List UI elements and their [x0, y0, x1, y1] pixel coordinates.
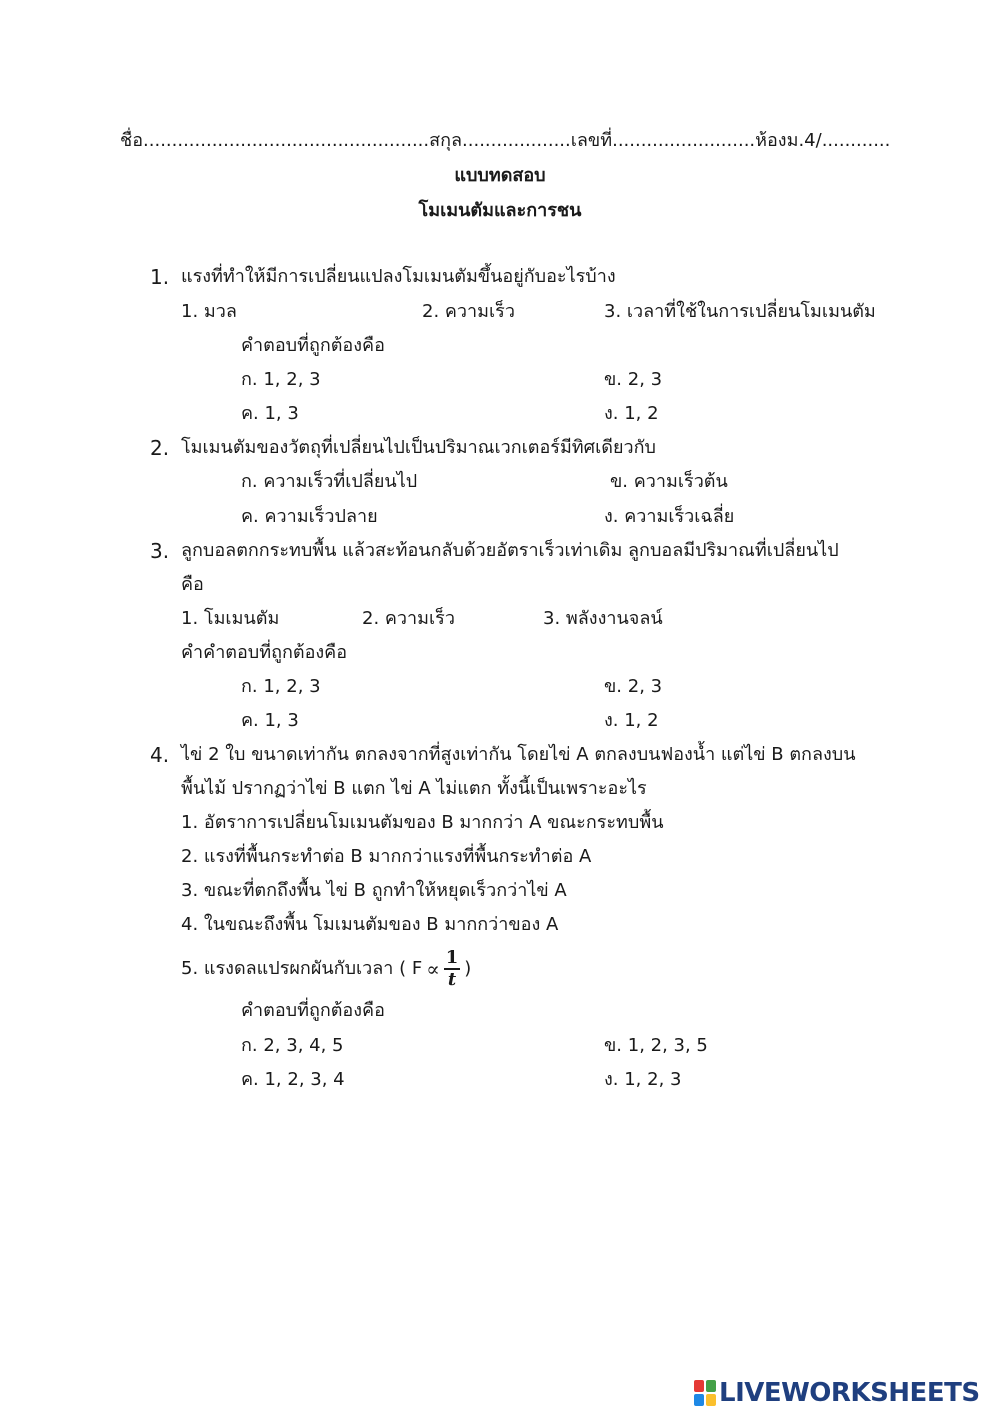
- choice-option[interactable]: ข. ความเร็วต้น: [610, 471, 728, 492]
- formula-suffix: ): [464, 958, 472, 979]
- list-item: 1. โมเมนตัม: [181, 608, 280, 629]
- question-text: โมเมนตัมของวัตถุที่เปลี่ยนไปเป็นปริมาณเวกเตอร์มีทิศเดียวกับ: [181, 437, 656, 458]
- list-item: 2. แรงที่พื้นกระทำต่อ B มากกว่าแรงที่พื้นกระทำต่อ A: [181, 846, 592, 867]
- choice-option[interactable]: ง. ความเร็วเฉลี่ย: [604, 506, 735, 527]
- fraction-numerator: 1: [445, 947, 459, 968]
- question-text: ไข่ 2 ใบ ขนาดเท่ากัน ตกลงจากที่สูงเท่ากัน โดยไข่ A ตกลงบนฟองน้ำ แต่ไข่ B ตกลงบน: [181, 744, 856, 765]
- logo-text: LIVEWORKSHEETS: [719, 1378, 980, 1408]
- choice-option[interactable]: ค. ความเร็วปลาย: [241, 506, 378, 527]
- choice-option[interactable]: ค. 1, 3: [241, 403, 299, 424]
- logo-icon: [694, 1380, 716, 1406]
- choice-option[interactable]: ง. 1, 2: [604, 710, 659, 731]
- answer-prompt: คำตอบที่ถูกต้องคือ: [241, 1000, 385, 1021]
- liveworksheets-logo: [694, 1376, 980, 1410]
- choice-option[interactable]: ข. 2, 3: [604, 369, 663, 390]
- list-item: 3. พลังงานจลน์: [543, 608, 663, 629]
- list-item: 3. ขณะที่ตกถึงพื้น ไข่ B ถูกทำให้หยุดเร็วกว่าไข่ A: [181, 880, 567, 901]
- answer-prompt: คำคำตอบที่ถูกต้องคือ: [181, 642, 348, 663]
- choice-option[interactable]: ก. 1, 2, 3: [241, 369, 321, 390]
- list-item: 1. มวล: [181, 301, 237, 322]
- question-text: ลูกบอลตกกระทบพื้น แล้วสะท้อนกลับด้วยอัตราเร็วเท่าเดิม ลูกบอลมีปริมาณที่เปลี่ยนไป: [181, 540, 839, 561]
- question-text-continued: พื้นไม้ ปรากฏว่าไข่ B แตก ไข่ A ไม่แตก ทั้งนี้เป็นเพราะอะไร: [181, 778, 647, 799]
- question-text-continued: คือ: [181, 574, 204, 595]
- choice-option[interactable]: ก. ความเร็วที่เปลี่ยนไป: [241, 471, 418, 492]
- list-item: 3. เวลาที่ใช้ในการเปลี่ยนโมเมนตัม: [604, 301, 876, 322]
- proportional-symbol: ∝: [426, 957, 440, 981]
- list-item: 2. ความเร็ว: [422, 301, 515, 322]
- list-item: 1. อัตราการเปลี่ยนโมเมนตัมของ B มากกว่า A ขณะกระทบพื้น: [181, 812, 664, 833]
- choice-option[interactable]: ค. 1, 2, 3, 4: [241, 1069, 345, 1090]
- choice-option[interactable]: ค. 1, 3: [241, 710, 299, 731]
- student-info-line: ชื่อ..................................................สกุล...................เลขที่.........................ห้องม.4/............: [120, 130, 891, 151]
- page-subtitle: โมเมนตัมและการชน: [418, 200, 582, 221]
- question-text: แรงที่ทำให้มีการเปลี่ยนแปลงโมเมนตัมขึ้นอยู่กับอะไรบ้าง: [181, 266, 616, 287]
- choice-option[interactable]: ก. 1, 2, 3: [241, 676, 321, 697]
- choice-option[interactable]: ข. 2, 3: [604, 676, 663, 697]
- question-number: 2.: [150, 436, 170, 460]
- answer-prompt: คำตอบที่ถูกต้องคือ: [241, 335, 385, 356]
- choice-option[interactable]: ข. 1, 2, 3, 5: [604, 1035, 708, 1056]
- choice-option[interactable]: ก. 2, 3, 4, 5: [241, 1035, 344, 1056]
- question-number: 4.: [150, 743, 170, 767]
- formula-prefix: 5. แรงดลแปรผกผันกับเวลา ( F: [181, 958, 423, 979]
- question-number: 3.: [150, 539, 170, 563]
- fraction-denominator: t: [447, 969, 457, 990]
- list-item: 4. ในขณะถึงพื้น โมเมนตัมของ B มากกว่าของ A: [181, 914, 559, 935]
- fraction: [444, 948, 461, 990]
- list-item: 2. ความเร็ว: [362, 608, 455, 629]
- page-title: แบบทดสอบ: [454, 165, 546, 186]
- list-item-formula: [181, 944, 471, 994]
- choice-option[interactable]: ง. 1, 2: [604, 403, 659, 424]
- question-number: 1.: [150, 265, 170, 289]
- choice-option[interactable]: ง. 1, 2, 3: [604, 1069, 682, 1090]
